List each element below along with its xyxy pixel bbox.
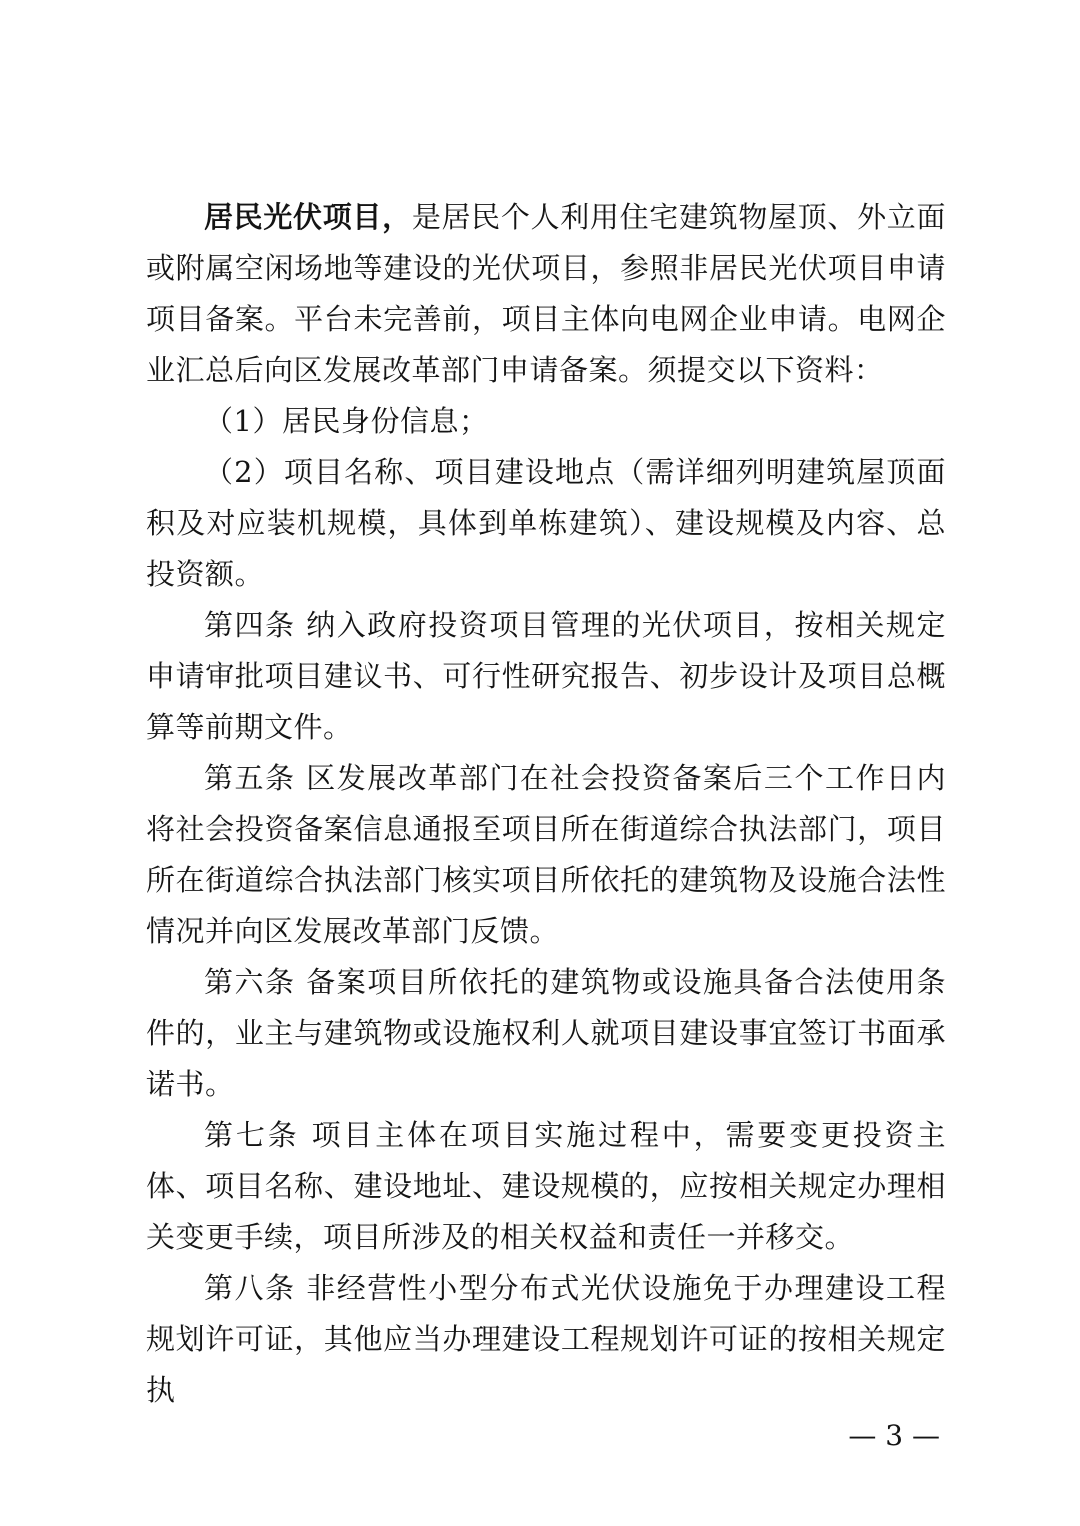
document-body — [146, 192, 946, 1416]
article-7 — [146, 1110, 946, 1263]
paragraph-text: （1）居民身份信息； — [204, 404, 489, 438]
paragraph-text: 第七条 项目主体在项目实施过程中，需要变更投资主体、项目名称、建设地址、建设规模的，应按相关规定办理相关变更手续，项目所涉及的相关权益和责任一并移交。 — [146, 1118, 946, 1254]
paragraph-text: 第八条 非经营性小型分布式光伏设施免于办理建设工程规划许可证，其他应当办理建设工程规划许可证的按相关规定执 — [146, 1271, 946, 1407]
article-5 — [146, 753, 946, 957]
article-4 — [146, 600, 946, 753]
paragraph-lead-bold: 居民光伏项目， — [204, 200, 412, 234]
paragraph-text: 第五条 区发展改革部门在社会投资备案后三个工作日内将社会投资备案信息通报至项目所在街道综合执法部门，项目所在街道综合执法部门核实项目所依托的建筑物及设施合法性情况并向区发展改革部门反馈。 — [146, 761, 946, 948]
list-item-2 — [146, 447, 946, 600]
article-8 — [146, 1263, 946, 1416]
list-item-1 — [146, 396, 946, 447]
page-number: — 3 — — [848, 1419, 940, 1452]
paragraph-text: （2）项目名称、项目建设地点（需详细列明建筑屋顶面积及对应装机规模，具体到单栋建筑）、建设规模及内容、总投资额。 — [146, 455, 946, 591]
article-6 — [146, 957, 946, 1110]
paragraph-text: 第四条 纳入政府投资项目管理的光伏项目，按相关规定申请审批项目建议书、可行性研究报告、初步设计及项目总概算等前期文件。 — [146, 608, 946, 744]
paragraph-text: 第六条 备案项目所依托的建筑物或设施具备合法使用条件的，业主与建筑物或设施权利人就项目建设事宜签订书面承诺书。 — [146, 965, 946, 1101]
paragraph-text: 是居民个人利用住宅建筑物屋顶、外立面或附属空闲场地等建设的光伏项目，参照非居民光伏项目申请项目备案。平台未完善前，项目主体向电网企业申请。电网企业汇总后向区发展改革部门申请备案。须提交以下资料： — [146, 200, 946, 387]
paragraph-residential-pv — [146, 192, 946, 396]
